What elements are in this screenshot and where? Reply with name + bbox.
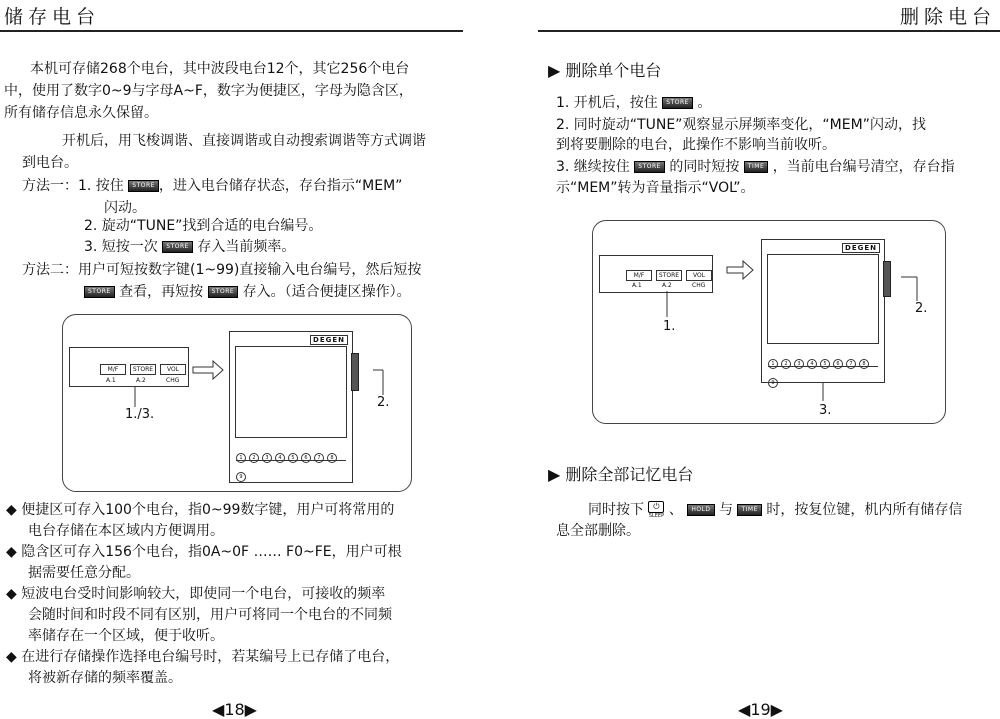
r-step1a: 1. 开机后，按住 bbox=[556, 95, 658, 111]
panel-label-a2: A.2 bbox=[662, 282, 672, 289]
bullet-item: ◆ 便捷区可存入100个电台，指0~99数字键，用户可将常用的 bbox=[6, 502, 395, 518]
r2-l1d: 时，按复位键，机内所有储存信 bbox=[766, 502, 963, 518]
r-step1b: 。 bbox=[697, 95, 712, 111]
store-button-icon: STORE bbox=[84, 286, 115, 298]
right-figure-frame bbox=[592, 220, 946, 424]
right-fig-label-3: 3. bbox=[819, 403, 832, 418]
bullet-cont: 会随时间和时段不同有区别，用户可将同一个电台的不同频 bbox=[28, 607, 392, 623]
r2-l1c: 与 bbox=[719, 502, 734, 518]
right-header-rule bbox=[538, 30, 1000, 32]
bullet-text: 短波电台受时间影响较大，即使同一个电台，可接收的频率 bbox=[21, 586, 386, 602]
left-fig-label-2: 2. bbox=[377, 395, 390, 410]
panel-label-chg: CHG bbox=[166, 377, 180, 384]
r-step3-cont: 示“MEM”转为音量指示“VOL”。 bbox=[556, 180, 755, 196]
r-step3 bbox=[556, 156, 955, 178]
left-figure-frame bbox=[62, 314, 412, 492]
display-screen bbox=[767, 254, 879, 344]
panel-label-a2: A.2 bbox=[136, 377, 146, 384]
m1-step1a: 1. 按住 bbox=[78, 178, 124, 194]
bullet-list bbox=[6, 500, 402, 689]
store-button-icon: STORE bbox=[128, 180, 159, 192]
m2-l2a: 查看，再短按 bbox=[119, 284, 204, 300]
panel-button-store: STORE bbox=[130, 364, 156, 375]
m1-step1b: ，进入电台储存状态，存台指示“MEM” bbox=[158, 178, 403, 194]
sleep-button-icon: ⏻ SLEEP bbox=[648, 502, 665, 519]
r-step2: 2. 同时旋动“TUNE”观察显示屏频率变化，“MEM”闪动，找 bbox=[556, 117, 926, 133]
r2-line1 bbox=[588, 499, 962, 521]
r2-l1a: 同时按下 bbox=[588, 502, 644, 518]
function-keys-row bbox=[236, 460, 346, 469]
store-button-icon: STORE bbox=[208, 286, 239, 298]
store-button-icon: STORE bbox=[634, 161, 665, 173]
bullet-text: 隐含区可存入156个电台，指0A~0F …… F0~FE，用户可根 bbox=[21, 544, 402, 560]
panel-button-vol: VOL bbox=[160, 364, 186, 375]
m1-step1-cont: 闪动。 bbox=[104, 200, 146, 216]
m2-l2b: 存入。（适合便捷区操作）。 bbox=[242, 284, 411, 300]
tune-knob bbox=[883, 261, 891, 297]
r2-line2: 息全部删除。 bbox=[556, 523, 640, 539]
panel-button-store: STORE bbox=[656, 270, 682, 281]
r-step2-cont: 到将要删除的电台，此操作不影响当前收听。 bbox=[556, 137, 836, 153]
r-step3a: 3. 继续按住 bbox=[556, 159, 630, 175]
bullet-item: ◆ 短波电台受时间影响较大，即使同一个电台，可接收的频率 bbox=[6, 586, 386, 602]
bullet-item: ◆ 在进行存储操作选择电台编号时，若某编号上已存储了电台， bbox=[6, 649, 400, 665]
panel-label-a1: A.1 bbox=[106, 377, 116, 384]
store-button-icon: STORE bbox=[662, 97, 693, 109]
time-button-icon: TIME bbox=[744, 161, 768, 173]
number-keys-row: 1 2 3 4 5 6 7 89 bbox=[236, 444, 352, 482]
right-page-number: ◀19▶ bbox=[738, 700, 783, 719]
r-step1 bbox=[556, 92, 711, 114]
right-fig-label-1: 1. bbox=[663, 319, 676, 334]
display-screen bbox=[235, 346, 347, 438]
m1-step3b: 存入当前频率。 bbox=[197, 239, 296, 255]
section-title: 删除全部记忆电台 bbox=[565, 465, 694, 484]
right-page-title: 删除电台 bbox=[899, 6, 996, 28]
r-step3c: ，当前电台编号清空，存台指 bbox=[772, 159, 955, 175]
left-intro-line1: 本机可存储268个电台，其中波段电台12个，其它256个电台 bbox=[30, 61, 410, 77]
brand-logo: DEGEN bbox=[842, 243, 880, 253]
bullet-text: 在进行存储操作选择电台编号时，若某编号上已存储了电台， bbox=[21, 649, 400, 665]
left-para2-line1: 开机后，用飞梭调谐、直接调谐或自动搜索调谐等方式调谐 bbox=[62, 133, 426, 149]
brand-logo: DEGEN bbox=[310, 335, 348, 345]
section-title: 删除单个电台 bbox=[565, 61, 662, 80]
left-para2-line2: 到电台。 bbox=[22, 155, 78, 171]
panel-label-chg: CHG bbox=[692, 282, 706, 289]
m1-step2: 2. 旋动“TUNE”找到合适的电台编号。 bbox=[84, 218, 323, 234]
bullet-cont: 率储存在一个区域，便于收听。 bbox=[28, 628, 224, 644]
m2-l1: 用户可短按数字键(1~99)直接输入电台编号，然后短按 bbox=[78, 262, 422, 278]
r-step3b: 的同时短按 bbox=[669, 159, 740, 175]
radio-device bbox=[229, 331, 353, 483]
left-intro-line3: 所有储存信息永久保留。 bbox=[4, 105, 158, 121]
method1-prefix: 方法一： bbox=[22, 178, 78, 194]
panel-button-mf: M/F bbox=[100, 364, 126, 375]
store-button-icon: STORE bbox=[162, 241, 193, 253]
panel-button-vol: VOL bbox=[686, 270, 712, 281]
left-page-number: ◀18▶ bbox=[212, 700, 257, 719]
m1-step3a: 3. 短按一次 bbox=[84, 239, 158, 255]
time-button-icon: TIME bbox=[737, 504, 761, 516]
number-keys-row: 1 2 3 4 5 6 7 89 bbox=[768, 350, 884, 388]
bullet-item: ◆ 隐含区可存入156个电台，指0A~0F …… F0~FE，用户可根 bbox=[6, 544, 402, 560]
function-keys-row bbox=[768, 366, 878, 375]
left-fig-label-1-3: 1./3. bbox=[125, 407, 155, 422]
method1-text bbox=[22, 175, 402, 197]
bullet-cont: 电台存储在本区域内方便调用。 bbox=[28, 523, 224, 539]
left-header-rule bbox=[0, 30, 463, 32]
left-page-number-text: 18 bbox=[224, 700, 245, 719]
bullet-cont: 将被新存储的频率覆盖。 bbox=[28, 670, 182, 686]
panel-button-mf: M/F bbox=[626, 270, 652, 281]
left-intro-line2: 中，使用了数字0~9与字母A~F，数字为便捷区，字母为隐含区， bbox=[4, 83, 413, 99]
method2-line1 bbox=[22, 259, 421, 281]
section-delete-all: ▶ 删除全部记忆电台 bbox=[548, 465, 694, 484]
method2-prefix: 方法二： bbox=[22, 262, 78, 278]
r2-l1b: 、 bbox=[668, 502, 683, 518]
right-fig-label-2: 2. bbox=[915, 301, 928, 316]
section-delete-single: ▶ 删除单个电台 bbox=[548, 61, 662, 80]
bullet-text: 便捷区可存入100个电台，指0~99数字键，用户可将常用的 bbox=[21, 502, 395, 518]
right-page-number-text: 19 bbox=[750, 700, 771, 719]
panel-label-a1: A.1 bbox=[632, 282, 642, 289]
tune-knob bbox=[351, 353, 359, 391]
method2-line2 bbox=[84, 281, 411, 303]
bullet-cont: 据需要任意分配。 bbox=[28, 565, 140, 581]
m1-step3 bbox=[84, 236, 295, 258]
radio-device bbox=[761, 239, 885, 386]
left-page-title: 储存电台 bbox=[4, 6, 101, 28]
hold-button-icon: HOLD bbox=[687, 504, 714, 516]
sleep-button-label: SLEEP bbox=[648, 513, 665, 519]
